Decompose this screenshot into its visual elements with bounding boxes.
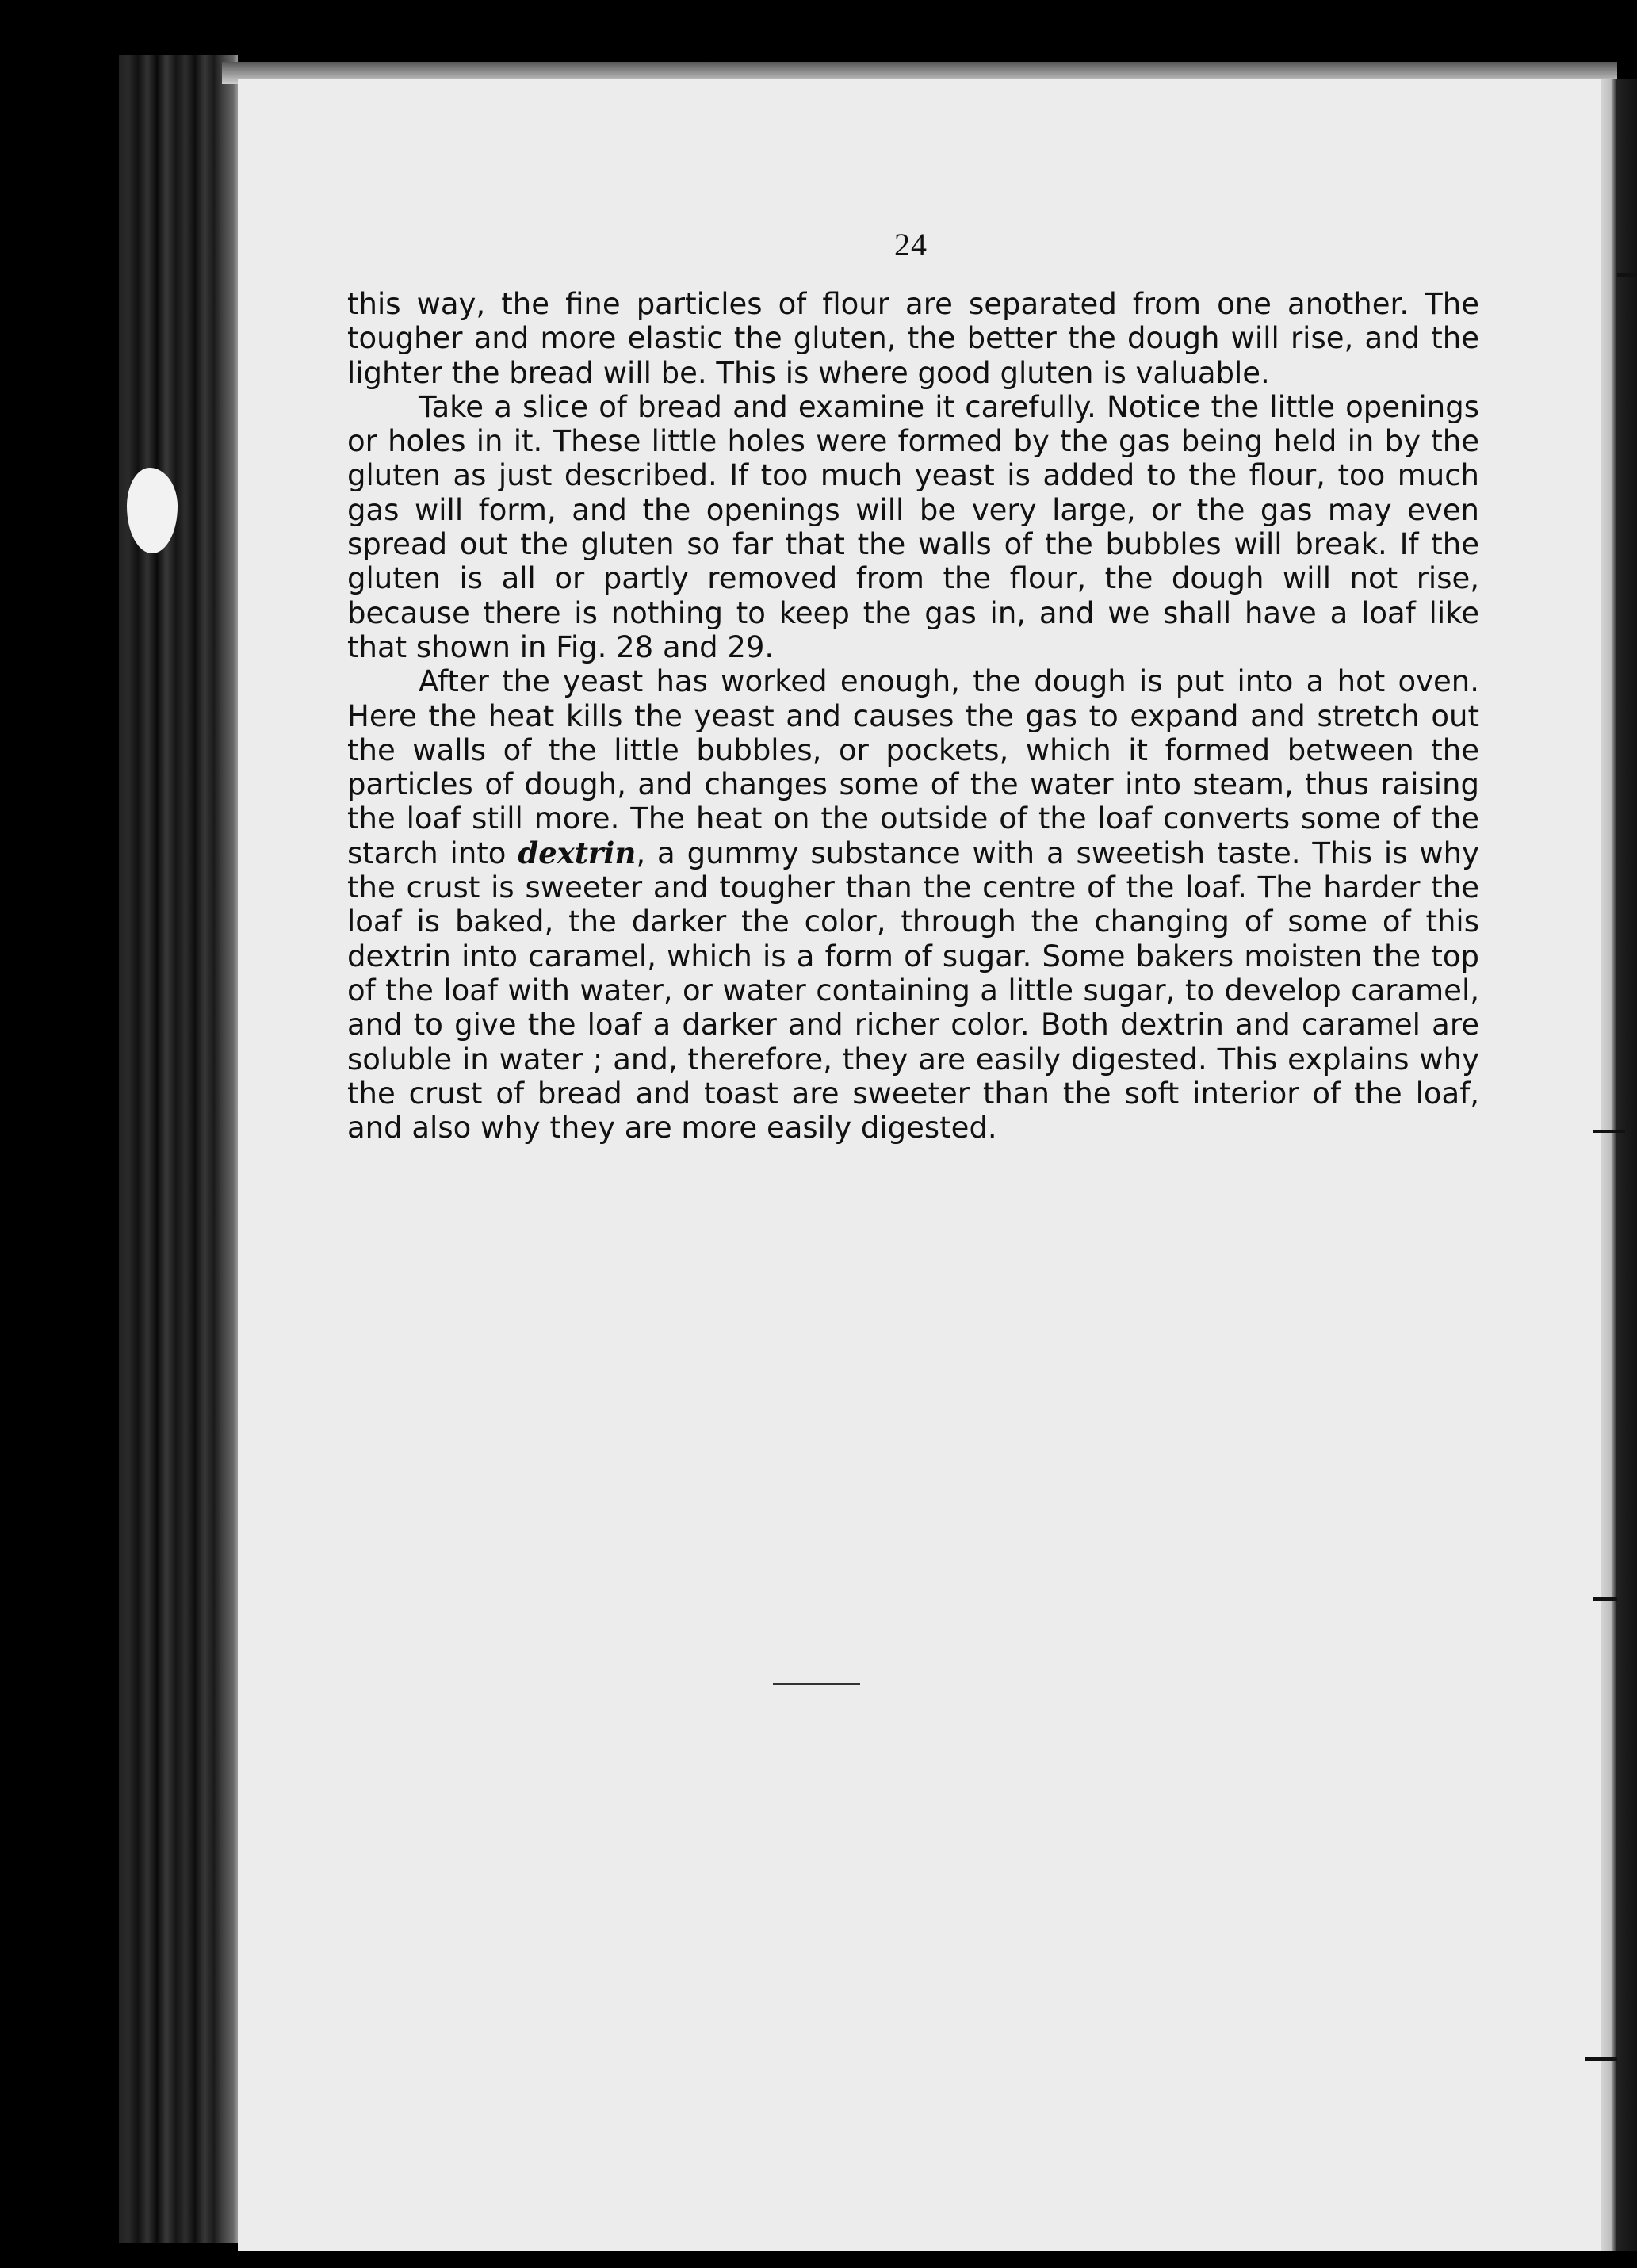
edge-mark [1617, 273, 1637, 277]
italic-term: dextrin [518, 835, 637, 870]
end-rule [773, 1683, 860, 1685]
edge-mark [1593, 1597, 1617, 1601]
text-run: this way, the fine particles of flour are separated from one another. The tougher and more elastic the gluten, the better the dough will rise, and the lighter the bread will be. This is where good gluten is valuable. [347, 287, 1479, 390]
edge-mark [1593, 1130, 1625, 1133]
paragraph [347, 390, 1479, 664]
paragraph [347, 287, 1479, 390]
book-page-stack [119, 55, 238, 2243]
paragraph [347, 664, 1479, 1145]
text-run: After the yeast has worked enough, the dough is put into a hot oven. Here the heat kills the yeast and causes the gas to expand and stretch out the walls of the little bubbles, or pockets, which it formed between the particles of dough, and changes some of the water into steam, thus raising the loaf still more. The heat on the outside of the loaf converts some of the starch into [347, 664, 1479, 870]
book-right-edge [1600, 79, 1637, 2251]
text-run: Take a slice of bread and examine it carefully. Notice the little openings or holes in it. These little holes were formed by the gas being held in by the gluten as just described. If too much yeast is added to the flour, too much gas will form, and the openings will be very large, or the gas may even spread out the gluten so far that the walls of the bubbles will break. If the gluten is all or partly removed from the flour, the dough will not rise, because there is nothing to keep the gas in, and we shall have a loaf like that shown in Fig. 28 and 29. [347, 389, 1479, 664]
page-number: 24 [894, 227, 928, 262]
edge-mark [1585, 2057, 1617, 2061]
text-run: , a gummy substance with a sweetish taste. This is why the crust is sweeter and tougher than the centre of the loaf. The harder the loaf is baked, the darker the color, through the changing of some of this dextrin into caramel, which is a form of sugar. Some bakers moisten the top of the loaf with water, or water containing a little sugar, to develop caramel, and to give the loaf a darker and richer color. Both dextrin and caramel are soluble in water ; and, therefore, they are easily digested. This explains why the crust of bread and toast are sweeter than the soft interior of the loaf, and also why they are more easily digested. [347, 836, 1479, 1145]
body-text [347, 287, 1479, 1145]
